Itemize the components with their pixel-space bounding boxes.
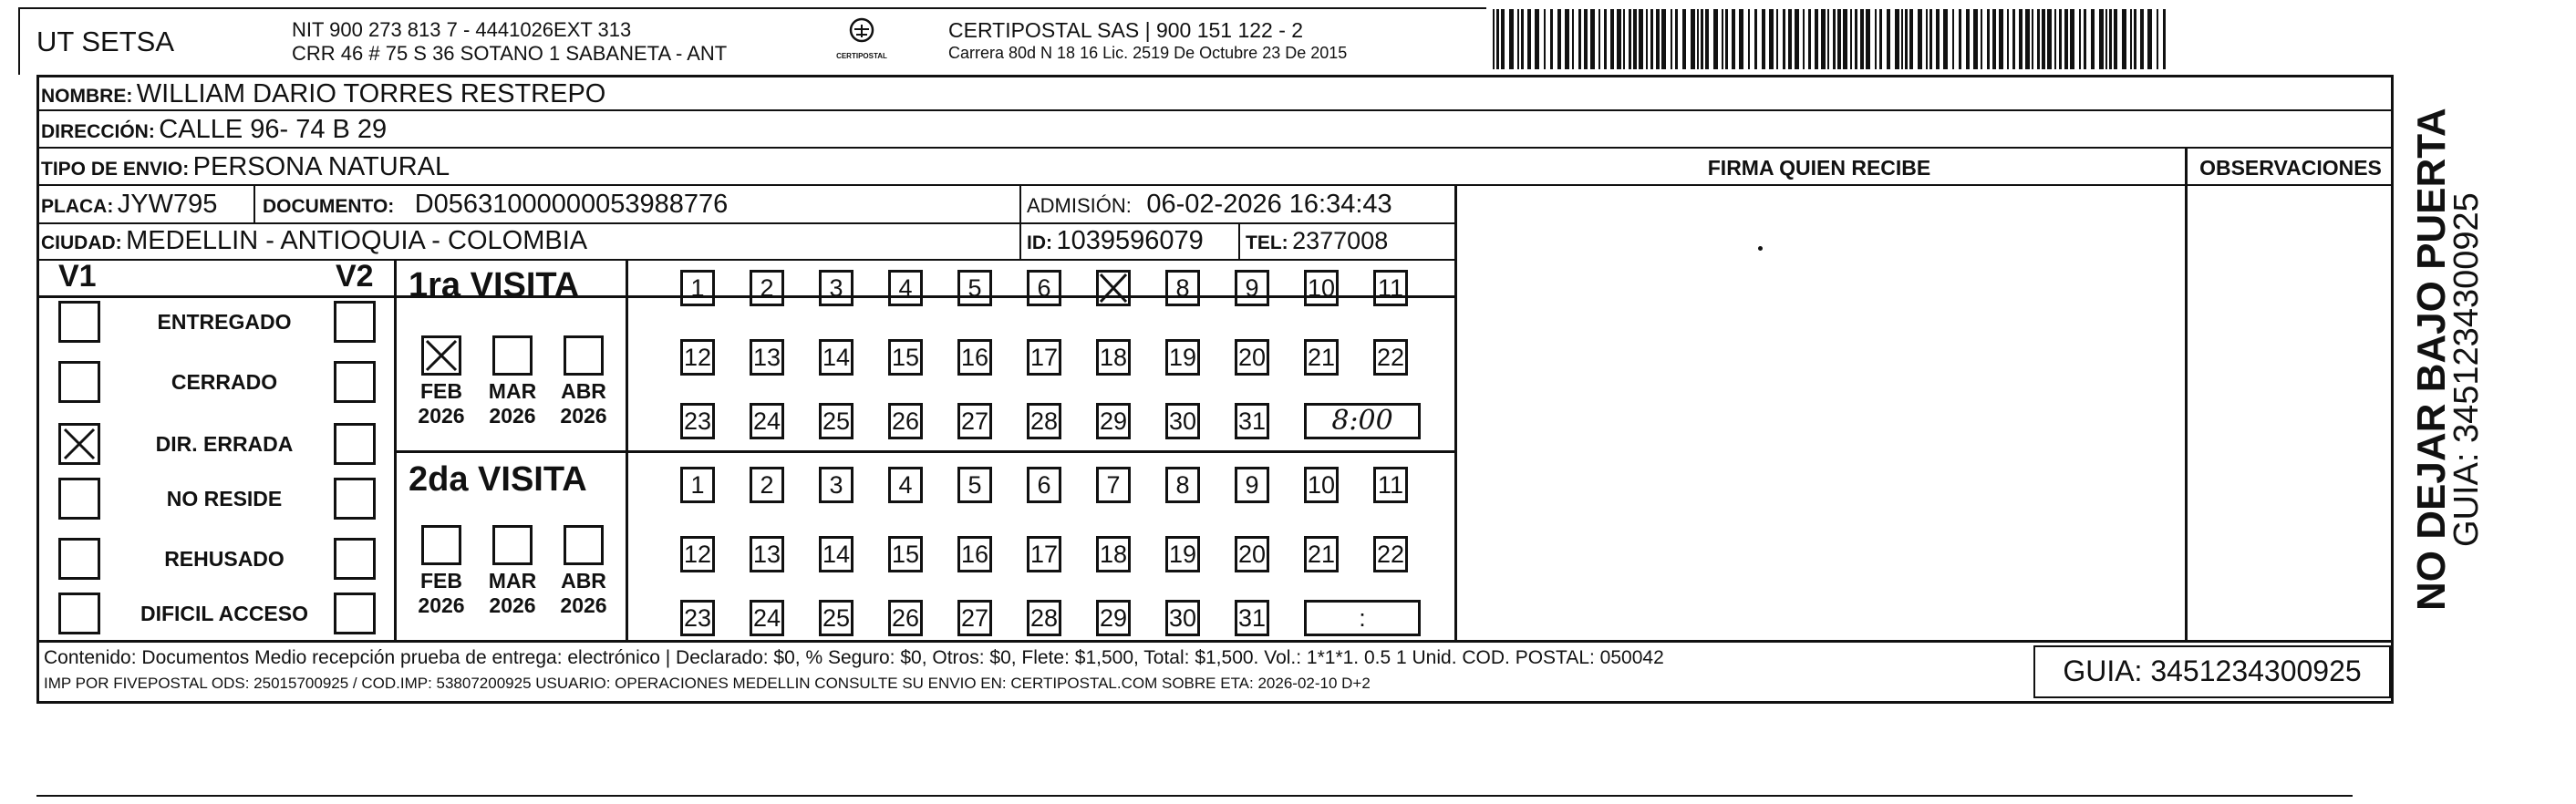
side-guia: GUIA: 3451234300925 (2447, 192, 2486, 547)
barcode-bar (1905, 9, 1908, 69)
day-box[interactable]: 23 (680, 403, 715, 439)
day-box[interactable]: 11 (1373, 270, 1408, 306)
barcode-bar (1584, 9, 1588, 69)
signature-mark (1758, 246, 1763, 251)
placa-cell (41, 189, 251, 220)
barcode-bar (1918, 9, 1922, 69)
observaciones-header: OBSERVACIONES (2199, 156, 2382, 180)
day-box[interactable]: 1 (680, 467, 715, 503)
barcode-bar (2059, 9, 2062, 69)
day-box[interactable]: 22 (1373, 536, 1408, 572)
side-warning: NO DEJAR BAJO PUERTA (2409, 108, 2454, 611)
day-box[interactable]: 5 (957, 467, 992, 503)
v1-checkbox[interactable] (58, 478, 100, 520)
documento-value: D05631000000053988776 (414, 190, 729, 219)
month-checkbox[interactable] (421, 335, 461, 376)
v2-checkbox[interactable] (334, 361, 376, 403)
barcode-bar (1671, 9, 1672, 69)
v2-checkbox[interactable] (334, 301, 376, 343)
tel-value: 2377008 (1292, 227, 1389, 254)
barcode-bar (1675, 9, 1678, 69)
footer-line2: IMP POR FIVEPOSTAL ODS: 25015700925 / COD.IMP: 53807200925 USUARIO: OPERACIONES MEDELLIN CONSULTE SU ENVIO EN: CERTIPOSTAL.COM SOBRE ETA: 2026-02-10 D+2 (44, 675, 1371, 692)
barcode-bar (1521, 9, 1524, 69)
barcode-bar (1639, 9, 1643, 69)
tipo-value: PERSONA NATURAL (192, 152, 450, 181)
v1-checkbox[interactable] (58, 361, 100, 403)
day-box[interactable]: 31 (1235, 600, 1269, 636)
documento-cell (263, 189, 1019, 220)
barcode-bar (1550, 9, 1553, 69)
cell-divider (253, 186, 255, 222)
day-box[interactable]: 14 (819, 536, 853, 572)
footer-divider (36, 640, 2394, 643)
x-mark-icon (424, 338, 459, 373)
barcode-bar (1701, 9, 1703, 69)
barcode-bar (1981, 9, 1982, 69)
barcode-bar (1682, 9, 1686, 69)
row-divider (36, 259, 1454, 261)
day-box[interactable]: 28 (1027, 600, 1061, 636)
day-box[interactable]: 7 (1096, 467, 1131, 503)
certipostal-logo: CERTIPOSTAL (830, 16, 894, 64)
barcode-bar (1959, 9, 1961, 69)
day-box[interactable]: 20 (1235, 536, 1269, 572)
barcode-bar (2157, 9, 2158, 69)
day-box[interactable]: 16 (957, 536, 992, 572)
barcode-bar (1748, 9, 1750, 69)
day-box[interactable]: 21 (1304, 536, 1339, 572)
direccion-label: DIRECCIÓN: (41, 121, 155, 142)
barcode-bar (1815, 9, 1818, 69)
day-box[interactable]: 24 (750, 403, 784, 439)
id-value: 1039596079 (1056, 226, 1204, 255)
barcode-bar (1629, 9, 1631, 69)
barcode-bar (1895, 9, 1899, 69)
day-box[interactable]: 19 (1165, 339, 1200, 376)
tel-label: TEL: (1246, 232, 1288, 253)
month-label: MAR 2026 (488, 569, 537, 617)
day-box[interactable]: 3 (819, 467, 853, 503)
day-box[interactable]: 2 (750, 270, 784, 306)
barcode-bar (2163, 9, 2166, 69)
barcode-bar (1604, 9, 1607, 69)
section-divider (394, 450, 1454, 453)
row-divider (1454, 184, 2394, 186)
admision-label: ADMISIÓN: (1027, 194, 1132, 217)
month-checkbox[interactable] (421, 525, 461, 565)
barcode-bar (1617, 9, 1621, 69)
id-cell (1027, 225, 1236, 256)
day-box[interactable]: 27 (957, 403, 992, 439)
x-mark-icon (61, 426, 98, 462)
barcode-bar (2130, 9, 2132, 69)
status-label: REHUSADO (164, 547, 284, 571)
month-label: ABR 2026 (560, 569, 607, 617)
status-label: CERRADO (171, 370, 278, 394)
day-box[interactable]: 9 (1235, 270, 1269, 306)
barcode-bar (1821, 9, 1826, 69)
day-box[interactable]: 21 (1304, 339, 1339, 376)
barcode-bar (2099, 9, 2104, 69)
barcode-bar (1936, 9, 1940, 69)
barcode-bar (1833, 9, 1836, 69)
section-divider (394, 259, 397, 640)
company-address: CRR 46 # 75 S 36 SOTANO 1 SABANETA - ANT (292, 42, 728, 65)
barcode-bar (1650, 9, 1653, 69)
visit1-title: 1ra VISITA (409, 266, 580, 304)
tipo-label: TIPO DE ENVIO: (41, 159, 190, 180)
v2-checkbox[interactable] (334, 538, 376, 580)
barcode-bar (1517, 9, 1519, 69)
placa-value: JYW795 (117, 190, 218, 219)
day-box[interactable]: 8 (1165, 467, 1200, 503)
barcode-bar (1496, 9, 1499, 69)
month-checkbox[interactable] (564, 525, 604, 565)
barcode (1491, 9, 2184, 69)
admision-value: 06-02-2026 16:34:43 (1146, 190, 1392, 219)
status-label: DIFICIL ACCESO (140, 602, 308, 625)
status-label: DIR. ERRADA (155, 432, 294, 456)
day-box[interactable]: 17 (1027, 339, 1061, 376)
barcode-bar (2140, 9, 2144, 69)
direccion-row (41, 114, 387, 145)
barcode-bar (1788, 9, 1792, 69)
barcode-bar (1992, 9, 1996, 69)
placa-label: PLACA: (41, 196, 114, 217)
day-box[interactable]: 28 (1027, 403, 1061, 439)
barcode-bar (1535, 9, 1539, 69)
day-box[interactable]: 26 (888, 403, 923, 439)
barcode-bar (1493, 9, 1495, 69)
barcode-bar (1572, 9, 1574, 69)
barcode-bar (2109, 9, 2112, 69)
day-box[interactable]: 3 (819, 270, 853, 306)
day-box[interactable]: 8 (1165, 270, 1200, 306)
month-checkbox[interactable] (492, 335, 533, 376)
nombre-row (41, 78, 605, 109)
ciudad-value: MEDELLIN - ANTIOQUIA - COLOMBIA (126, 226, 588, 255)
tel-cell (1246, 225, 1451, 256)
barcode-bar (2134, 9, 2136, 69)
time-box[interactable]: : (1304, 600, 1421, 636)
nombre-label: NOMBRE: (41, 86, 133, 107)
firma-header: FIRMA QUIEN RECIBE (1707, 156, 1931, 180)
barcode-bar (2064, 9, 2068, 69)
barcode-bar (1866, 9, 1870, 69)
barcode-bar (2079, 9, 2081, 69)
day-box[interactable]: 12 (680, 339, 715, 376)
barcode-bar (1952, 9, 1954, 69)
barcode-bar (1843, 9, 1847, 69)
barcode-bar (1762, 9, 1765, 69)
barcode-bar (1544, 9, 1546, 69)
barcode-bar (1578, 9, 1581, 69)
day-box[interactable]: 12 (680, 536, 715, 572)
barcode-bar (1987, 9, 1990, 69)
barcode-bar (2122, 9, 2126, 69)
day-box[interactable]: 29 (1096, 600, 1131, 636)
row-divider (36, 222, 1454, 224)
month-label: MAR 2026 (488, 379, 537, 428)
barcode-bar (1837, 9, 1841, 69)
direccion-value: CALLE 96- 74 B 29 (159, 115, 388, 144)
barcode-bar (1803, 9, 1805, 69)
day-box[interactable]: 30 (1165, 600, 1200, 636)
day-box[interactable]: 10 (1304, 270, 1339, 306)
barcode-bar (1808, 9, 1811, 69)
v2-checkbox[interactable] (334, 423, 376, 465)
barcode-bar (1598, 9, 1600, 69)
admision-cell (1027, 189, 1455, 220)
id-label: ID: (1027, 232, 1052, 253)
day-box[interactable]: 24 (750, 600, 784, 636)
row-divider (1454, 184, 1457, 640)
day-box[interactable]: 15 (888, 339, 923, 376)
barcode-bar (1973, 9, 1978, 69)
status-label: ENTREGADO (157, 310, 292, 334)
company-name: UT SETSA (36, 26, 175, 57)
row-divider (36, 147, 2394, 149)
barcode-bar (1966, 9, 1970, 69)
barcode-bar (2070, 9, 2074, 69)
barcode-bar (1725, 9, 1728, 69)
carrier-address: Carrera 80d N 18 16 Lic. 2519 De Octubre 23 De 2015 (948, 44, 1348, 62)
day-box[interactable]: 15 (888, 536, 923, 572)
barcode-bar (1633, 9, 1637, 69)
day-box[interactable]: 1 (680, 270, 715, 306)
barcode-bar (1713, 9, 1718, 69)
barcode-bar (1705, 9, 1709, 69)
day-box[interactable]: 13 (750, 339, 784, 376)
day-box[interactable]: 16 (957, 339, 992, 376)
row-divider (36, 109, 2394, 111)
day-box[interactable]: 13 (750, 536, 784, 572)
barcode-bar (2037, 9, 2040, 69)
barcode-bar (1879, 9, 1882, 69)
day-box[interactable]: 10 (1304, 467, 1339, 503)
tipo-row (41, 151, 450, 182)
barcode-bar (1754, 9, 1757, 69)
barcode-bar (1501, 9, 1505, 69)
barcode-bar (2032, 9, 2033, 69)
day-box[interactable]: 18 (1096, 339, 1131, 376)
barcode-bar (1827, 9, 1829, 69)
barcode-bar (2025, 9, 2030, 69)
barcode-bar (2084, 9, 2086, 69)
barcode-bar (1509, 9, 1514, 69)
day-box[interactable]: 30 (1165, 403, 1200, 439)
x-mark-icon (1099, 273, 1128, 304)
day-box[interactable] (1096, 270, 1131, 306)
day-box[interactable]: 23 (680, 600, 715, 636)
day-box[interactable]: 6 (1027, 270, 1061, 306)
barcode-bar (1783, 9, 1785, 69)
barcode-bar (1875, 9, 1877, 69)
nombre-value: WILLIAM DARIO TORRES RESTREPO (136, 79, 606, 108)
visit2-title: 2da VISITA (409, 460, 587, 499)
barcode-bar (2054, 9, 2056, 69)
day-box[interactable]: 22 (1373, 339, 1408, 376)
section-divider (626, 259, 628, 640)
barcode-bar (1929, 9, 1932, 69)
barcode-bar (1887, 9, 1890, 69)
day-box[interactable]: 25 (819, 403, 853, 439)
v1-checkbox[interactable] (58, 593, 100, 634)
day-box[interactable]: 14 (819, 339, 853, 376)
month-checkbox[interactable] (492, 525, 533, 565)
time-box[interactable]: 8:00 (1304, 403, 1421, 439)
day-box[interactable]: 2 (750, 467, 784, 503)
barcode-bar (1646, 9, 1648, 69)
barcode-bar (2012, 9, 2015, 69)
barcode-bar (1860, 9, 1864, 69)
day-box[interactable]: 5 (957, 270, 992, 306)
month-label: ABR 2026 (560, 379, 607, 428)
barcode-bar (1855, 9, 1857, 69)
footer-line1: Contenido: Documentos Medio recepción prueba de entrega: electrónico | Declarado: $0, % Seguro: $0, Otros: $0, Flete: $1,500, Total: $1,500. Vol.: 1*1*1. 0.5 1 Unid. COD. POSTAL: 050042 (44, 647, 1664, 668)
v1-checkbox[interactable] (58, 301, 100, 343)
company-nit: NIT 900 273 813 7 - 4441026EXT 313 (292, 18, 632, 41)
cell-divider (1238, 224, 1240, 259)
month-checkbox[interactable] (564, 335, 604, 376)
day-box[interactable]: 20 (1235, 339, 1269, 376)
day-box[interactable]: 9 (1235, 467, 1269, 503)
barcode-bar (1999, 9, 2003, 69)
day-box[interactable]: 27 (957, 600, 992, 636)
barcode-bar (2019, 9, 2023, 69)
barcode-bar (1901, 9, 1903, 69)
cell-divider (1019, 186, 1021, 259)
footer-guia: GUIA: 3451234300925 (2063, 655, 2362, 687)
day-box[interactable]: 17 (1027, 536, 1061, 572)
barcode-bar (1661, 9, 1666, 69)
barcode-bar (1850, 9, 1852, 69)
barcode-bar (2147, 9, 2152, 69)
barcode-bar (1557, 9, 1561, 69)
ciudad-cell (41, 225, 1017, 256)
barcode-bar (2047, 9, 2052, 69)
status-label: NO RESIDE (166, 487, 283, 510)
v1-checkbox[interactable] (58, 423, 100, 465)
barcode-bar (1943, 9, 1948, 69)
barcode-bar (2114, 9, 2117, 69)
day-box[interactable]: 11 (1373, 467, 1408, 503)
month-label: FEB 2026 (418, 569, 465, 617)
barcode-bar (1732, 9, 1735, 69)
day-box[interactable]: 6 (1027, 467, 1061, 503)
barcode-bar (1776, 9, 1778, 69)
day-box[interactable]: 4 (888, 467, 923, 503)
v2-checkbox[interactable] (334, 478, 376, 520)
barcode-bar (1795, 9, 1799, 69)
barcode-bar (1769, 9, 1774, 69)
barcode-bar (2042, 9, 2045, 69)
day-box[interactable]: 19 (1165, 536, 1200, 572)
barcode-bar (2105, 9, 2107, 69)
barcode-bar (2007, 9, 2009, 69)
barcode-bar (1610, 9, 1614, 69)
row-divider (2185, 148, 2188, 640)
barcode-bar (1565, 9, 1569, 69)
day-box[interactable]: 25 (819, 600, 853, 636)
v2-label: V2 (336, 259, 374, 294)
barcode-bar (1527, 9, 1531, 69)
barcode-bar (2091, 9, 2095, 69)
barcode-bar (1623, 9, 1625, 69)
month-label: FEB 2026 (418, 379, 465, 428)
day-box[interactable]: 18 (1096, 536, 1131, 572)
day-box[interactable]: 31 (1235, 403, 1269, 439)
ciudad-label: CIUDAD: (41, 232, 122, 253)
bottom-rule (36, 795, 2353, 797)
v1-label: V1 (58, 259, 97, 294)
day-box[interactable]: 29 (1096, 403, 1131, 439)
v1-checkbox[interactable] (58, 538, 100, 580)
barcode-bar (1590, 9, 1595, 69)
v2-checkbox[interactable] (334, 593, 376, 634)
documento-label: DOCUMENTO: (263, 196, 395, 217)
day-box[interactable]: 4 (888, 270, 923, 306)
barcode-bar (1739, 9, 1743, 69)
barcode-bar (1909, 9, 1913, 69)
barcode-bar (1656, 9, 1660, 69)
day-box[interactable]: 26 (888, 600, 923, 636)
barcode-bar (1926, 9, 1928, 69)
carrier-name: CERTIPOSTAL SAS | 900 151 122 - 2 (948, 18, 1304, 42)
barcode-bar (1697, 9, 1699, 69)
barcode-bar (1722, 9, 1723, 69)
barcode-bar (1691, 9, 1695, 69)
